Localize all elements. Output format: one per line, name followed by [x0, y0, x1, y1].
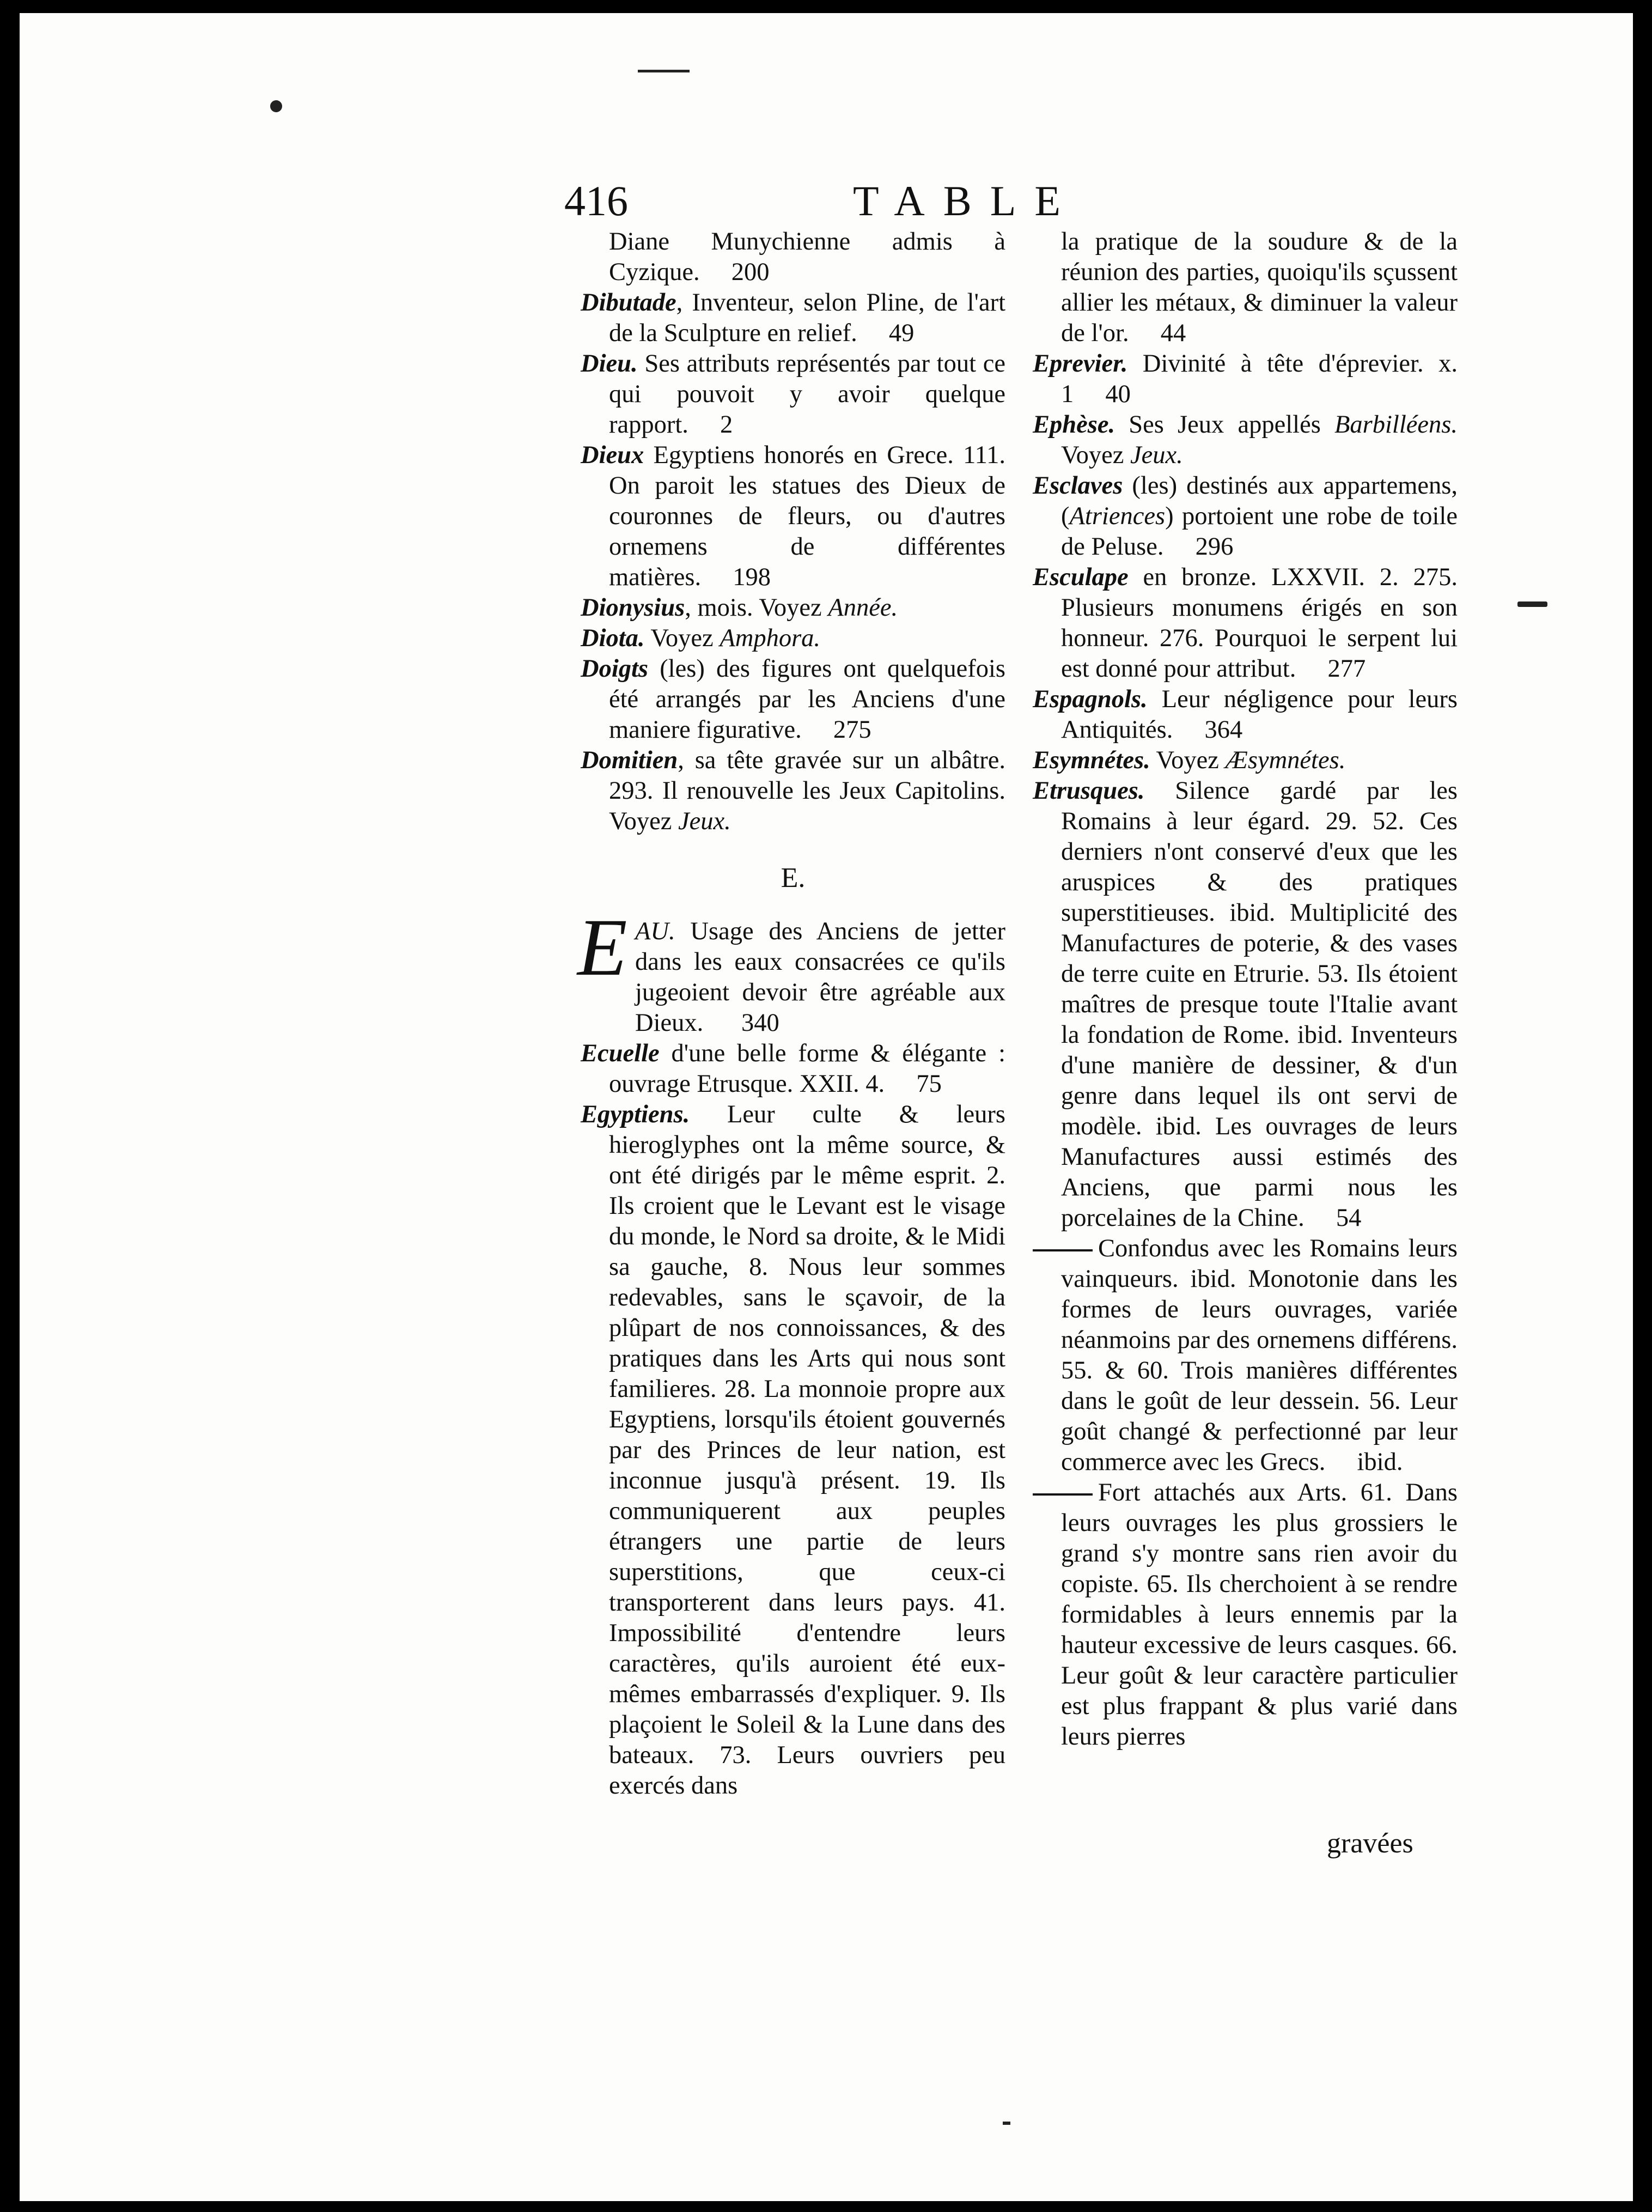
entry-headword: Dieu. — [581, 350, 638, 378]
dropcap-rest: AU. — [635, 917, 675, 945]
cross-reference: Barbilléens. — [1334, 411, 1458, 439]
entry-headword: Esclaves — [1033, 472, 1123, 500]
left-entries-after — [581, 1038, 1005, 1801]
entry-headword: Domitien — [581, 746, 678, 774]
entry-headword: Dibutade — [581, 289, 676, 317]
index-entry — [581, 593, 1005, 623]
entry-text: Leur culte & leurs hieroglyphes ont la même source, & ont été dirigés par le même esprit. 2. Ils croient que le Levant est le visage du monde, le Nord sa droite, & le Midi sa gauche, 8. Nous leur sommes redevables, sans le sçavoir, de la plûpart de nos connoissances, & des pratiques dans les Arts qui nous sont familieres. 28. La monnoie propre aux Egyptiens, lorsqu'ils étoient gouvernés par des Princes de leur nation, est inconnue jusqu'à présent. 19. Ils communiquerent aux peuples étrangers une partie de leurs superstitions, que ceux-ci transporterent dans leurs pays. 41. Impossibilité d'entendre leurs caractères, qu'ils auroient été eux-mêmes embarrassés d'expliquer. 9. Ils plaçoient le Soleil & la Lune dans des bateaux. 73. Leurs ouvriers peu exercés dans — [609, 1101, 1005, 1800]
left-column — [577, 227, 1005, 1801]
index-entry — [1033, 227, 1458, 349]
index-entry — [581, 440, 1005, 593]
index-entry — [1033, 684, 1458, 745]
page-ref: 54 — [1304, 1204, 1362, 1232]
page-ref: 44 — [1129, 319, 1186, 347]
entry-headword: Etrusques. — [1033, 777, 1145, 805]
cross-reference: Atriences — [1069, 502, 1166, 530]
scan-mark-right — [1517, 601, 1547, 607]
entry-text: Silence gardé par les Romains à leur égard. 29. 52. Ces derniers n'ont conservé d'eux que les aruspices & des pratiques superstitieuses. ibid. Multiplicité des Manufactures de poterie, & des vases de terre cuite en Etrurie. 53. Ils étoient maîtres de presque toute l'Italie avant la fondation de Rome. ibid. Inventeurs d'une manière de dessiner, & d'un genre dans lequel ils ont servi de modèle. ibid. Les ouvrages de leurs Manufactures aussi estimés des Anciens, que parmi nous les porcelaines de la Chine. — [1061, 777, 1458, 1232]
page-ref: 340 — [741, 1009, 779, 1037]
entry-text: Voyez — [1150, 746, 1226, 774]
left-entries-before — [581, 227, 1005, 837]
page-ref: ibid. — [1325, 1448, 1403, 1476]
entry-headword: Egyptiens. — [581, 1101, 690, 1128]
entry-text: Ses Jeux appellés — [1115, 411, 1334, 439]
page-ref: 40 — [1074, 380, 1131, 408]
entry-headword: Dieux — [581, 441, 644, 469]
repeat-dash — [1033, 1249, 1093, 1251]
cross-reference: Jeux. — [1130, 441, 1183, 469]
entry-text: Ses attributs représentés par tout ce qui pouvoit y avoir quelque rapport. — [609, 350, 1005, 439]
page-ref: 2 — [688, 411, 733, 439]
entry-headword: Eprevier. — [1033, 350, 1128, 378]
entry-text: la pratique de la soudure & de la réunion des parties, quoiqu'ils sçussent allier les métaux, & diminuer la valeur de l'or. — [1061, 228, 1458, 347]
entry-headword: Doigts — [581, 655, 649, 683]
entry-headword: Diota. — [581, 624, 645, 652]
entry-text: Leur négligence pour leurs Antiquités. — [1061, 685, 1458, 744]
index-entry — [1033, 1233, 1458, 1478]
entry-headword: Esculape — [1033, 563, 1129, 591]
page-ref: 364 — [1173, 716, 1243, 744]
section-letter: E. — [781, 862, 806, 894]
index-entry — [1033, 410, 1458, 471]
cross-reference: Æsymnétes. — [1225, 746, 1346, 774]
entry-text: Voyez — [1061, 441, 1130, 469]
page-number: 416 — [564, 177, 628, 224]
entry-headword: Dionysius — [581, 594, 685, 622]
drop-capital: E — [577, 902, 627, 993]
entry-text: Egyptiens honorés en Grece. 111. On paroit les statues des Dieux de couronnes de fleurs, ou d'autres ornemens de différentes matières. — [609, 441, 1005, 591]
page-ref: 75 — [885, 1070, 942, 1098]
scan-mark-top — [638, 70, 690, 72]
repeat-dash — [1033, 1493, 1093, 1496]
dropcap-entry — [577, 902, 1005, 1038]
entry-text: Voyez — [644, 624, 720, 652]
dropcap-text: Usage des Anciens de jetter dans les eaux consacrées ce qu'ils jugeoient devoir être agréable aux Dieux. — [635, 917, 1005, 1037]
scan-mark-bottom — [1003, 2122, 1010, 2125]
cross-reference: Année. — [828, 594, 898, 622]
page-ref: 275 — [801, 716, 871, 744]
page-ref: 198 — [701, 563, 771, 591]
running-title: TABLE — [853, 177, 1080, 224]
entry-headword: Espagnols. — [1033, 685, 1148, 713]
entry-text: Divinité à tête d'éprevier. x. 1 — [1061, 350, 1458, 408]
entry-text: Diane Munychienne admis à Cyzique. — [609, 228, 1005, 286]
page-ref: 49 — [857, 319, 915, 347]
entry-text: ) portoient une robe de toile de Peluse. — [1061, 502, 1458, 561]
index-entry — [581, 1038, 1005, 1099]
index-entry — [581, 654, 1005, 745]
page-header — [564, 177, 1474, 226]
cross-reference: Jeux. — [678, 807, 731, 835]
index-entry — [1033, 349, 1458, 410]
right-column — [1033, 227, 1458, 1752]
index-entry — [581, 349, 1005, 440]
index-entry — [581, 1099, 1005, 1801]
page-ref: 296 — [1163, 533, 1234, 561]
index-entry — [581, 623, 1005, 654]
document-page — [20, 13, 1633, 2201]
index-entry — [1033, 562, 1458, 684]
index-entry — [1033, 1478, 1458, 1752]
index-entry — [581, 227, 1005, 288]
cross-reference: Amphora. — [720, 624, 821, 652]
entry-text: (les) destinés aux appartemens, ( — [1061, 472, 1458, 530]
index-entry — [1033, 776, 1458, 1233]
entry-headword: Ephèse. — [1033, 411, 1115, 439]
catchword: gravées — [1327, 1828, 1413, 1859]
index-entry — [1033, 471, 1458, 562]
page-ref: 277 — [1296, 655, 1366, 683]
entry-text: d'une belle forme & élégante : ouvrage Etrusque. XXII. 4. — [609, 1040, 1005, 1098]
entry-text: (les) des figures ont quelquefois été arrangés par les Anciens d'une maniere figurative. — [609, 655, 1005, 744]
entry-headword: Ecuelle — [581, 1040, 660, 1067]
page-ref: 200 — [699, 258, 770, 286]
entry-text: , mois. Voyez — [685, 594, 828, 622]
index-entry — [1033, 745, 1458, 776]
ink-dot — [270, 100, 282, 112]
entry-headword: Esymnétes. — [1033, 746, 1150, 774]
entry-text: en bronze. LXXVII. 2. 275. Plusieurs monumens érigés en son honneur. 276. Pourquoi le serpent lui est donné pour attribut. — [1061, 563, 1458, 683]
entry-text: , sa tête gravée sur un albâtre. 293. Il renouvelle les Jeux Capitolins. Voyez — [609, 746, 1005, 835]
entry-text: Confondus avec les Romains leurs vainqueurs. ibid. Monotonie dans les formes de leurs ouvrages, variée néanmoins par des ornemens différens. 55. & 60. Trois manières différentes dans le goût de leur dessein. 56. Leur goût changé & perfectionné par leur commerce avec les Grecs. — [1061, 1235, 1458, 1476]
right-entries — [1033, 227, 1458, 1752]
index-entry — [581, 288, 1005, 349]
index-entry — [581, 745, 1005, 837]
entry-text: Fort attachés aux Arts. 61. Dans leurs ouvrages les plus grossiers le grand s'y montre sans rien avoir du copiste. 65. Ils cherchoient à se rendre formidables à leurs ennemis par la hauteur excessive de leurs casques. 66. Leur goût & leur caractère particulier est plus frappant & plus varié dans leurs pierres — [1061, 1479, 1458, 1751]
entry-text: , Inventeur, selon Pline, de l'art de la Sculpture en relief. — [609, 289, 1005, 347]
